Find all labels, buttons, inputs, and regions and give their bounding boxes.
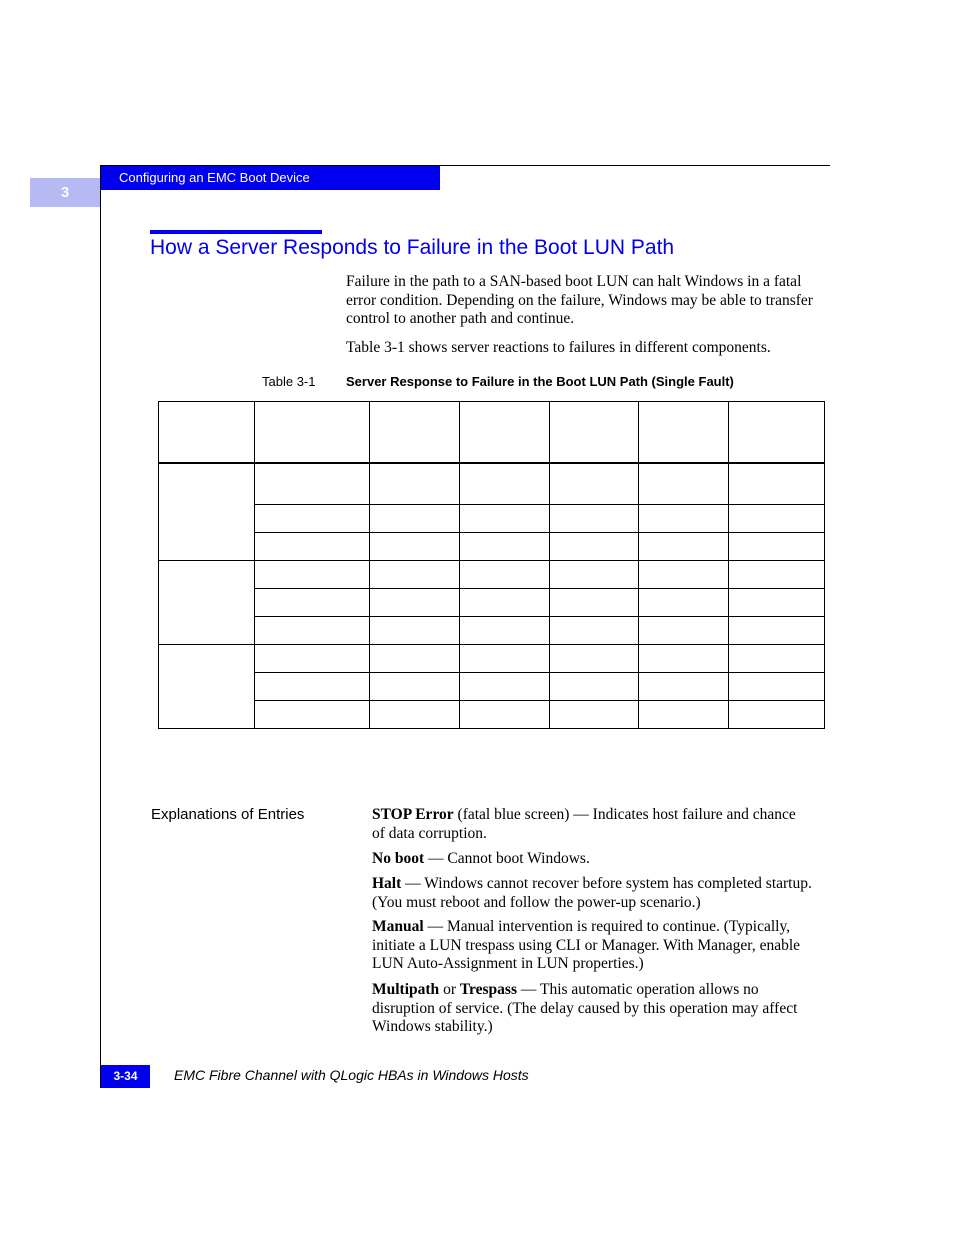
explanation-entry-halt (372, 875, 812, 912)
explanation-entry-manual (372, 918, 812, 974)
entry-text: (fatal blue screen) — Indicates host failure and chance of data corruption. (372, 806, 796, 842)
table-row (159, 533, 825, 561)
heading-accent-rule (150, 230, 322, 234)
table-caption-title: Server Response to Failure in the Boot LUN Path (Single Fault) (346, 374, 734, 389)
table-reference-paragraph: Table 3-1 shows server reactions to failures in different components. (346, 339, 771, 356)
table-group-cell (159, 645, 255, 729)
page-title: How a Server Responds to Failure in the Boot LUN Path (150, 236, 675, 259)
table-row (159, 645, 825, 673)
entry-term: STOP Error (372, 806, 454, 823)
table-caption-number: Table 3-1 (262, 374, 316, 389)
entry-term: Halt (372, 875, 402, 892)
table-row (159, 673, 825, 701)
failure-response-table (158, 401, 825, 729)
table-row (159, 463, 825, 505)
table-header-row (159, 402, 825, 464)
explanation-entry-multipath (372, 981, 812, 1037)
entry-text: — Cannot boot Windows. (424, 850, 590, 867)
page-number: 3-34 (101, 1065, 150, 1088)
footer-book-title: EMC Fibre Channel with QLogic HBAs in Windows Hosts (174, 1067, 529, 1083)
entry-term: Multipath (372, 981, 440, 998)
entry-term: No boot (372, 850, 425, 867)
entry-text: — Windows cannot recover before system has completed startup. (You must reboot and follow the power-up scenario.) (372, 875, 812, 911)
entry-text: — Manual intervention is required to continue. (Typically, initiate a LUN trespass using CLI or Manager. With Manager, enable LUN Auto-Assignment in LUN properties.) (372, 918, 801, 972)
table-row (159, 505, 825, 533)
entry-term: Manual (372, 918, 424, 935)
intro-paragraph: Failure in the path to a SAN-based boot LUN can halt Windows in a fatal error condition. Depending on the failure, Windows may be able to transfer control to another path and continue. (346, 273, 813, 327)
chapter-tab: 3 (30, 178, 100, 207)
entry-connector: or (439, 981, 460, 998)
margin-rule (100, 166, 101, 1088)
table-group-cell (159, 561, 255, 645)
explanation-entry-no-boot (372, 850, 812, 869)
table-row (159, 589, 825, 617)
table-row (159, 617, 825, 645)
table-row (159, 561, 825, 589)
entry-text: — This automatic operation allows no disruption of service. (The delay caused by this operation may affect Windows stability.) (372, 981, 798, 1035)
explanation-entry-stop-error (372, 806, 812, 843)
running-header: Configuring an EMC Boot Device (101, 166, 440, 190)
table-group-cell (159, 463, 255, 561)
entry-term: Trespass (459, 981, 517, 998)
explanations-label: Explanations of Entries (151, 806, 305, 823)
table-row (159, 700, 825, 728)
